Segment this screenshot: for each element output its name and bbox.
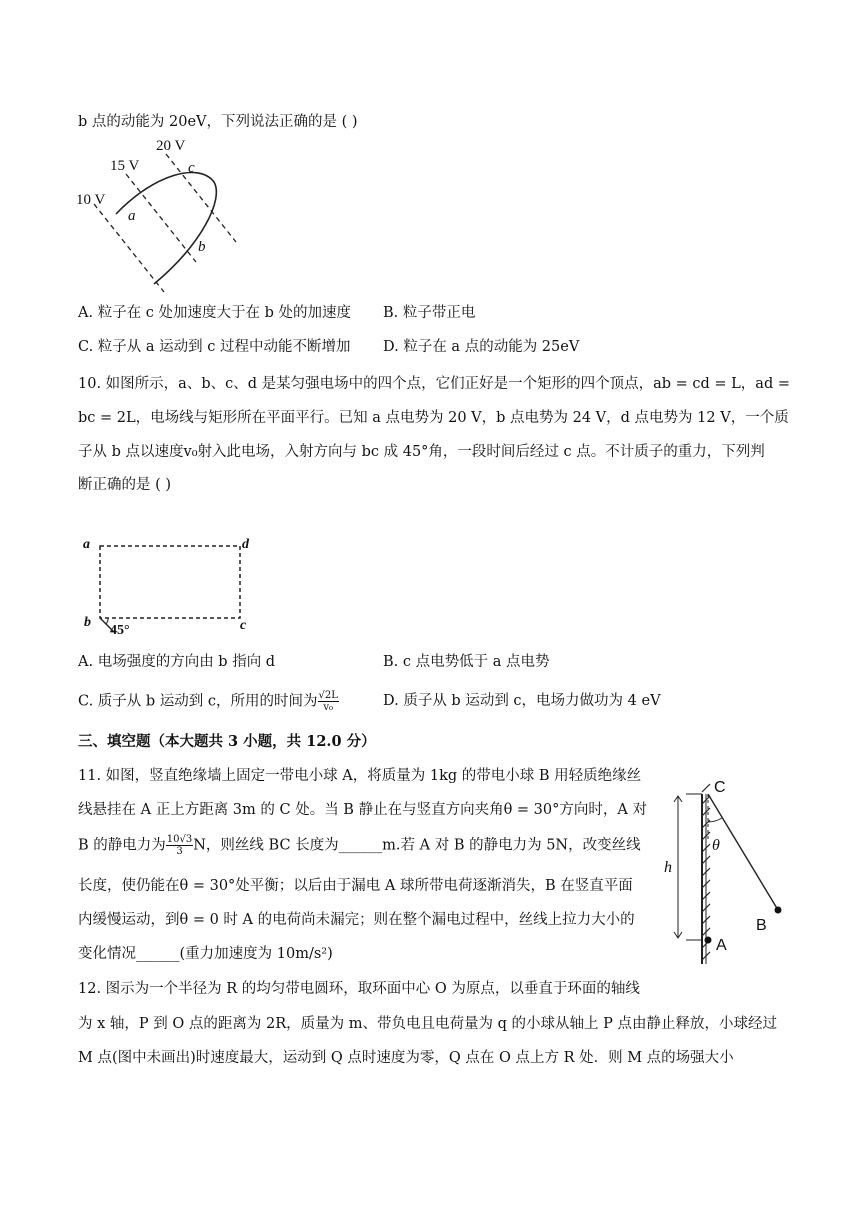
label-b: b [84, 615, 91, 630]
q9-option-c[interactable]: C. 粒子从 a 运动到 c 过程中动能不断增加 [78, 339, 351, 355]
q11-wall-figure [658, 772, 788, 976]
q9-stem: b 点的动能为 20eV，下列说法正确的是 ( ) [78, 114, 358, 130]
q10-option-b[interactable]: B. c 点电势低于 a 点电势 [383, 654, 550, 670]
section-3-heading: 三、填空题（本大题共 3 小题，共 12.0 分） [78, 733, 376, 750]
q10-option-d[interactable]: D. 质子从 b 运动到 c，电场力做功为 4 eV [383, 693, 661, 709]
q11-line-1: 11. 如图，竖直绝缘墙上固定一带电小球 A，将质量为 1kg 的带电小球 B 用轻质绝缘丝 [78, 768, 642, 784]
q12-line-2: 为 x 轴，P 到 O 点的距离为 2R，质量为 m、带负电且电荷量为 q 的小球从轴上 P 点由静止释放，小球经过 [78, 1016, 777, 1032]
equipotential-20v-line [166, 154, 236, 242]
label-c: c [240, 618, 247, 633]
label-b: b [198, 239, 206, 255]
label-h: h [664, 859, 672, 876]
label-theta: θ [712, 837, 720, 854]
label-d: d [242, 537, 249, 552]
label-a: a [128, 208, 136, 224]
q9-option-b[interactable]: B. 粒子带正电 [383, 305, 476, 321]
q10-option-c-text: C. 质子从 b 运动到 c，所用的时间为 [78, 693, 318, 710]
q9-option-d[interactable]: D. 粒子在 a 点的动能为 25eV [383, 339, 580, 355]
q10-option-c-fraction: $\frac{√2L}{\text{v₀}}$ [318, 690, 338, 713]
equipotential-15v-line [126, 174, 196, 262]
label-15v: 15 V [110, 158, 140, 174]
q9-equipotential-figure [74, 134, 244, 296]
q12-line-1: 12. 图示为一个半径为 R 的均匀带电圆环，取环面中心 O 为原点，以垂直于环面的轴线 [78, 981, 640, 997]
q10-stem-line-4: 断正确的是 ( ) [78, 477, 172, 493]
q11-line-5: 内缓慢运动，到θ = 0 时 A 的电荷尚未漏完；则在整个漏电过程中，丝线上拉力大小的 [78, 912, 635, 928]
q11-line-4: 长度，使仍能在θ = 30°处平衡；以后由于漏电 A 球所带电荷逐渐消失，B 在竖直平面 [78, 878, 633, 894]
label-45-degree: 45° [110, 623, 130, 638]
label-a: a [83, 537, 90, 552]
label-10v: 10 V [76, 192, 106, 208]
label-20v: 20 V [156, 138, 186, 154]
q11-line-3: B 的静电力为 $\frac{10√3}{3}$ N，则丝线 BC 长度为______m.若 A 对 B 的静电力为 5N，改变丝线 [78, 834, 641, 857]
particle-trajectory [116, 172, 216, 284]
label-a: A [716, 937, 727, 954]
label-c: c [188, 160, 195, 176]
q11-line-6: 变化情况______(重力加速度为 10m/s²) [78, 946, 333, 962]
q10-option-a[interactable]: A. 电场强度的方向由 b 指向 d [78, 654, 276, 670]
q10-option-c[interactable] [78, 690, 339, 713]
label-c: C [714, 779, 726, 796]
rectangle-abcd [100, 546, 240, 618]
q10-stem-line-2: bc = 2L，电场线与矩形所在平面平行。已知 a 点电势为 20 V，b 点电势为 24 V，d 点电势为 12 V，一个质 [78, 410, 789, 426]
q9-option-a[interactable]: A. 粒子在 c 处加速度大于在 b 处的加速度 [78, 305, 352, 321]
q11-fraction: $\frac{10√3}{3}$ [166, 834, 193, 857]
q10-rectangle-figure [80, 530, 260, 640]
q11-line-2: 线悬挂在 A 正上方距离 3m 的 C 处。当 B 静止在与竖直方向夹角θ = 30°方向时，A 对 [78, 802, 647, 818]
ball-a [705, 937, 712, 944]
label-b: B [756, 917, 767, 934]
ball-b [775, 907, 782, 914]
q10-stem-line-1: 10. 如图所示，a、b、c、d 是某匀强电场中的四个点，它们正好是一个矩形的四个顶点，ab = cd = L，ad = [78, 376, 790, 392]
q12-line-3: M 点(图中未画出)时速度最大，运动到 Q 点时速度为零，Q 点在 O 点上方 R 处．则 M 点的场强大小 [78, 1050, 734, 1066]
q10-stem-line-3: 子从 b 点以速度v₀射入此电场，入射方向与 bc 成 45°角，一段时间后经过 c 点。不计质子的重力，下列判 [78, 444, 765, 460]
